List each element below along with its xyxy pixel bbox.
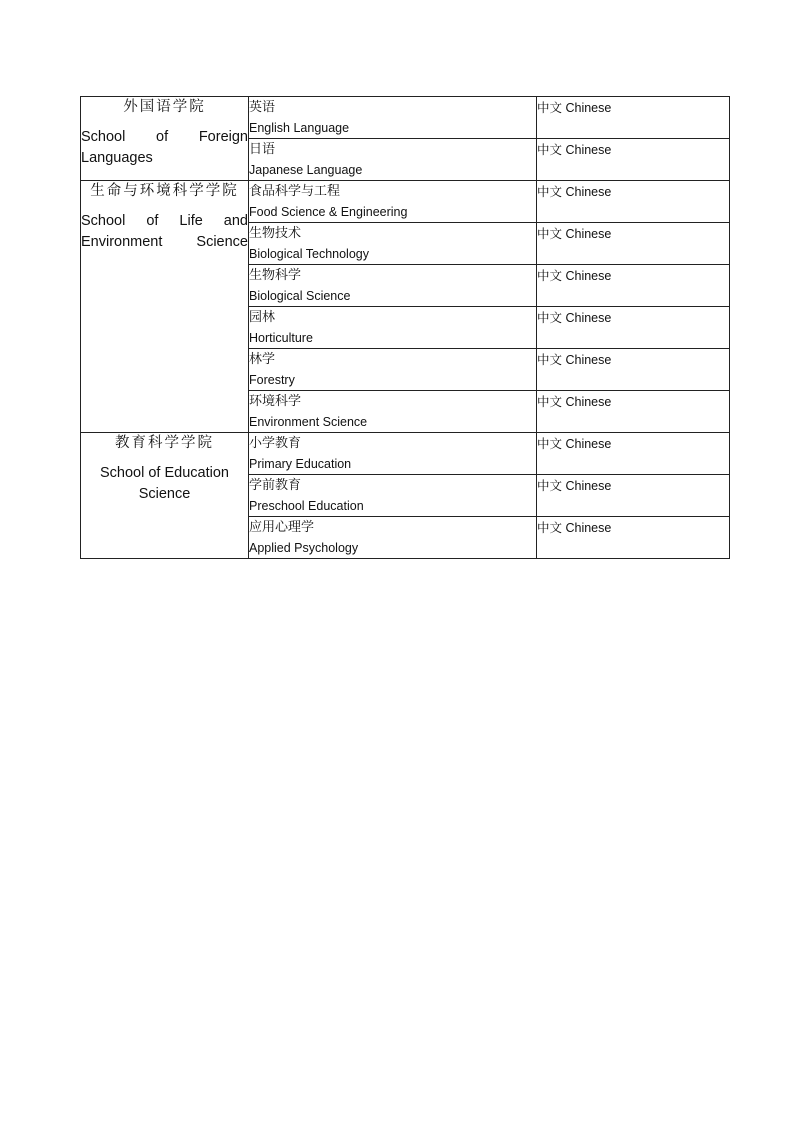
- major-name-zh: 园林: [249, 309, 276, 324]
- major-name-en: Applied Psychology: [249, 541, 359, 555]
- major-name-zh: 生物技术: [249, 225, 302, 240]
- major-name-zh: 食品科学与工程: [249, 183, 341, 198]
- major-name-zh: 小学教育: [249, 435, 302, 450]
- major-cell: [249, 433, 537, 475]
- major-name-en: Forestry: [249, 373, 295, 387]
- language-cell: 中文 Chinese: [537, 97, 730, 139]
- major-name-zh: 生物科学: [249, 267, 302, 282]
- school-cell: [81, 433, 249, 559]
- major-cell: [249, 97, 537, 139]
- school-name-zh: 生命与环境科学学院: [90, 183, 239, 199]
- major-cell: [249, 391, 537, 433]
- school-cell: [81, 97, 249, 181]
- major-name-en: Preschool Education: [249, 499, 364, 513]
- major-name-en: Biological Science: [249, 289, 351, 303]
- major-name-zh: 学前教育: [249, 477, 302, 492]
- major-name-en: English Language: [249, 121, 350, 135]
- major-cell: [249, 265, 537, 307]
- major-cell: [249, 475, 537, 517]
- school-cell: [81, 181, 249, 433]
- major-cell: [249, 223, 537, 265]
- school-name-en: School of Education: [100, 465, 229, 481]
- school-name-en: School of Foreign: [81, 129, 248, 145]
- language-cell: 中文 Chinese: [537, 433, 730, 475]
- major-cell: [249, 181, 537, 223]
- programs-table: [80, 96, 730, 559]
- major-cell: [249, 349, 537, 391]
- major-name-zh: 林学: [249, 351, 276, 366]
- school-name-en: School of Life and: [81, 213, 248, 229]
- language-cell: 中文 Chinese: [537, 265, 730, 307]
- major-cell: [249, 517, 537, 559]
- major-name-zh: 英语: [249, 99, 276, 114]
- language-cell: 中文 Chinese: [537, 391, 730, 433]
- major-name-en: Environment Science: [249, 415, 368, 429]
- major-name-en: Japanese Language: [249, 163, 363, 177]
- language-cell: 中文 Chinese: [537, 349, 730, 391]
- school-name-zh: 教育科学学院: [115, 435, 214, 451]
- major-name-zh: 应用心理学: [249, 519, 315, 534]
- major-cell: [249, 307, 537, 349]
- table-row: [81, 97, 730, 139]
- language-cell: 中文 Chinese: [537, 517, 730, 559]
- major-name-zh: 日语: [249, 141, 276, 156]
- language-cell: 中文 Chinese: [537, 475, 730, 517]
- language-cell: 中文 Chinese: [537, 307, 730, 349]
- language-cell: 中文 Chinese: [537, 223, 730, 265]
- language-cell: 中文 Chinese: [537, 181, 730, 223]
- table-row: [81, 181, 730, 223]
- major-name-en: Biological Technology: [249, 247, 369, 261]
- major-name-en: Horticulture: [249, 331, 313, 345]
- major-cell: [249, 139, 537, 181]
- school-name-en: Languages: [81, 150, 153, 166]
- major-name-zh: 环境科学: [249, 393, 302, 408]
- table-row: [81, 433, 730, 475]
- major-name-en: Food Science & Engineering: [249, 205, 408, 219]
- school-name-en: Environment Science: [81, 234, 248, 250]
- major-name-en: Primary Education: [249, 457, 352, 471]
- school-name-en: Science: [138, 486, 191, 502]
- school-name-zh: 外国语学院: [123, 99, 206, 115]
- language-cell: 中文 Chinese: [537, 139, 730, 181]
